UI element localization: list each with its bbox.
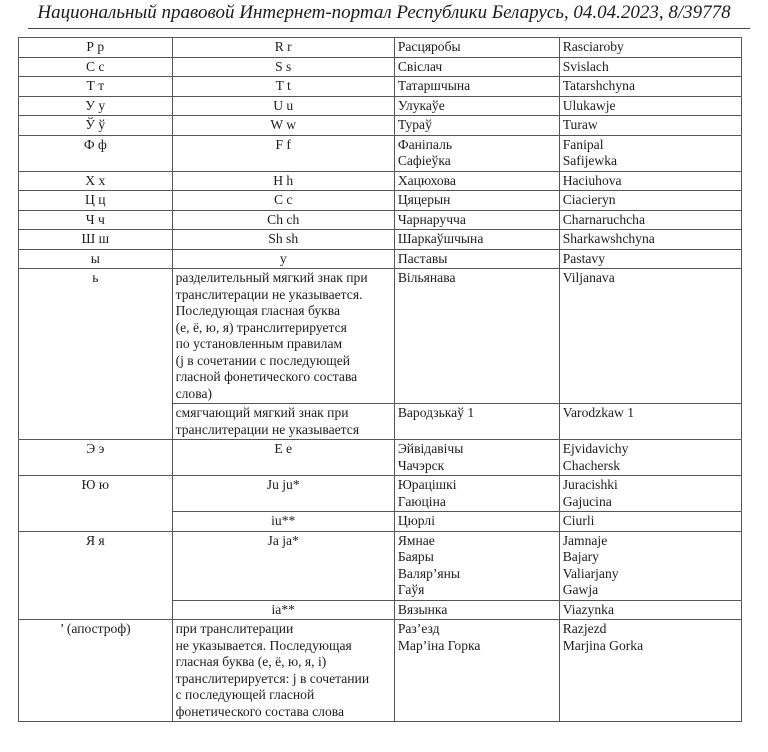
latin-example — [559, 57, 741, 77]
latin-example — [559, 404, 741, 440]
cell-line: с последующей гласной — [175, 687, 315, 702]
cell-line: Раз’езд — [397, 621, 440, 636]
belarusian-example — [394, 77, 559, 97]
cell-line: Sharkawshchyna — [562, 231, 655, 246]
cell-line: Ulukawje — [562, 97, 616, 113]
cell-line: Свіслач — [397, 58, 443, 74]
cell-line: Viljanava — [562, 270, 615, 285]
cell-line: Юрацішкі — [397, 477, 457, 492]
cyrillic-letter: Я я — [19, 531, 173, 620]
cell-line: Varodzkaw 1 — [562, 405, 635, 420]
latin-letter: F f — [172, 135, 394, 171]
latin-letter: H h — [172, 171, 394, 191]
cell-line: Svislach — [562, 58, 609, 74]
page-header: Национальный правовой Интернет-портал Республики Беларусь, 04.04.2023, 8/39778 — [37, 2, 731, 23]
latin-letter: ia** — [172, 600, 394, 620]
cell-line: (j в сочетании с последующей — [175, 352, 350, 368]
cell-line: Тураў — [397, 117, 432, 132]
cell-line: Цюрлі — [397, 513, 435, 528]
latin-letter: iu** — [172, 512, 394, 532]
cell-line: Bajary — [562, 549, 599, 564]
table-row — [19, 230, 742, 250]
belarusian-example — [394, 38, 559, 58]
cell-line: гласной фонетического состава — [175, 369, 358, 384]
cell-line: Gawja — [562, 582, 599, 597]
belarusian-example — [394, 600, 559, 620]
cell-line: Вільянава — [397, 270, 456, 285]
latin-letter: Sh sh — [172, 230, 394, 250]
cell-line: транслитерации не указывается. — [175, 286, 363, 302]
rule-text — [172, 404, 394, 440]
cell-line: не указывается. Последующая — [175, 637, 352, 653]
latin-example — [559, 512, 741, 532]
cell-line: Haciuhova — [562, 172, 622, 188]
table-row-yu — [19, 476, 742, 512]
table-row — [19, 249, 742, 269]
cell-line: Мар’іна Горка — [397, 637, 481, 653]
belarusian-example — [394, 440, 559, 476]
table-row — [19, 77, 742, 97]
latin-example — [559, 96, 741, 116]
cell-line: Pastavy — [562, 250, 605, 266]
cell-line: Гаюціна — [397, 493, 446, 509]
belarusian-example — [394, 96, 559, 116]
latin-example — [559, 171, 741, 191]
cell-line: Jamnaje — [562, 532, 608, 548]
table-row — [19, 57, 742, 77]
cell-line: Паставы — [397, 250, 448, 266]
latin-letter: y — [172, 249, 394, 269]
cell-line: (е, ё, ю, я) транслитерируется — [175, 319, 347, 335]
rule-text — [172, 269, 394, 404]
cyrillic-letter: Х х — [19, 171, 173, 191]
latin-example — [559, 440, 741, 476]
belarusian-example — [394, 57, 559, 77]
cell-line: Juracishki — [562, 477, 618, 492]
latin-example — [559, 531, 741, 600]
cell-line: Valiarjany — [562, 565, 619, 581]
latin-example — [559, 476, 741, 512]
cell-line: Ciurli — [562, 513, 595, 528]
cell-line: Чачэрск — [397, 457, 445, 473]
latin-letter: C c — [172, 191, 394, 211]
cell-line: Расцяробы — [397, 39, 461, 54]
table-row — [19, 191, 742, 211]
table-row-ya — [19, 531, 742, 600]
latin-example — [559, 191, 741, 211]
cell-line: Ямнае — [397, 532, 435, 548]
cell-line: Валяр’яны — [397, 565, 461, 581]
cell-line: Сафіеўка — [397, 153, 451, 168]
cell-line: Цяцерын — [397, 192, 451, 207]
belarusian-example — [394, 116, 559, 136]
cell-line: Tatarshchyna — [562, 78, 635, 93]
table-row — [19, 96, 742, 116]
cell-line: слова) — [175, 385, 213, 401]
cell-line: Ваpодзькаў 1 — [397, 405, 475, 420]
belarusian-example — [394, 135, 559, 171]
cell-line: Эйвідавічы — [397, 441, 464, 456]
rule-text — [172, 620, 394, 722]
belarusian-example — [394, 531, 559, 600]
table-row-soft-sign — [19, 269, 742, 404]
cell-line: Хацюхова — [397, 172, 456, 188]
cell-line: Ciacieryn — [562, 192, 616, 207]
cyrillic-letter: Р р — [19, 38, 173, 58]
cell-line: Ejvidavichy — [562, 441, 629, 456]
cell-line: Последующая гласная буква — [175, 303, 341, 318]
cell-line: Гаўя — [397, 582, 425, 597]
latin-letter: S s — [172, 57, 394, 77]
latin-example — [559, 135, 741, 171]
table-row — [19, 171, 742, 191]
latin-letter: W w — [172, 116, 394, 136]
cell-line: Улукаўе — [397, 97, 445, 113]
belarusian-example — [394, 230, 559, 250]
belarusian-example — [394, 512, 559, 532]
cell-line: Fanipal — [562, 136, 604, 152]
belarusian-example — [394, 404, 559, 440]
cell-line: Viazynka — [562, 601, 614, 617]
cell-line: Chachersk — [562, 457, 621, 473]
cyrillic-letter: ь — [19, 269, 173, 440]
cyrillic-letter: Ў ў — [19, 116, 173, 136]
cyrillic-letter: Э э — [19, 440, 173, 476]
cyrillic-letter: С с — [19, 57, 173, 77]
cell-line: Шаркаўшчына — [397, 231, 484, 246]
belarusian-example — [394, 269, 559, 404]
latin-letter: Ja ja* — [172, 531, 394, 600]
cyrillic-letter: Ч ч — [19, 210, 173, 230]
cell-line: Фаніпаль — [397, 136, 453, 152]
cell-line: смягчающий мягкий знак при — [175, 405, 349, 420]
latin-letter: Ch ch — [172, 210, 394, 230]
table-row — [19, 38, 742, 58]
table-row — [19, 440, 742, 476]
belarusian-example — [394, 476, 559, 512]
transliteration-table — [18, 37, 742, 722]
cyrillic-letter: Ш ш — [19, 230, 173, 250]
cyrillic-letter: Ю ю — [19, 476, 173, 532]
latin-letter: T t — [172, 77, 394, 97]
table-row — [19, 135, 742, 171]
cell-line: Charnaruchcha — [562, 211, 645, 227]
cell-line: Чарнаручча — [397, 211, 466, 227]
latin-example — [559, 249, 741, 269]
cyrillic-letter: У у — [19, 96, 173, 116]
latin-letter: U u — [172, 96, 394, 116]
header-rule — [28, 28, 750, 29]
table-row — [19, 210, 742, 230]
cyrillic-letter: ’ (апостроф) — [19, 620, 173, 722]
cyrillic-letter: Т т — [19, 77, 173, 97]
table-row — [19, 116, 742, 136]
cell-line: Turaw — [562, 117, 598, 132]
cell-line: Razjezd — [562, 621, 607, 636]
cell-line: разделительный мягкий знак при — [175, 270, 368, 285]
belarusian-example — [394, 210, 559, 230]
latin-example — [559, 230, 741, 250]
latin-example — [559, 620, 741, 722]
cell-line: Вязынка — [397, 601, 448, 617]
cyrillic-letter: ы — [19, 249, 173, 269]
latin-letter: E e — [172, 440, 394, 476]
latin-example — [559, 210, 741, 230]
latin-example — [559, 116, 741, 136]
cell-line: Баяры — [397, 549, 434, 564]
latin-example — [559, 269, 741, 404]
table-row-apostrophe — [19, 620, 742, 722]
cell-line: транслитерируется: j в сочетании — [175, 670, 370, 686]
cell-line: по установленным правилам — [175, 336, 343, 351]
cell-line: Rasciaroby — [562, 39, 624, 54]
cell-line: при транслитерации — [175, 621, 294, 636]
cell-line: Gajucina — [562, 493, 612, 509]
table-body — [19, 38, 742, 722]
latin-example — [559, 77, 741, 97]
cell-line: Marjina Gorka — [562, 637, 644, 653]
belarusian-example — [394, 191, 559, 211]
belarusian-example — [394, 620, 559, 722]
belarusian-example — [394, 171, 559, 191]
cyrillic-letter: Ц ц — [19, 191, 173, 211]
cyrillic-letter: Ф ф — [19, 135, 173, 171]
latin-letter: R r — [172, 38, 394, 58]
cell-line: фонетического состава слова — [175, 703, 345, 719]
cell-line: Татаршчына — [397, 78, 471, 93]
latin-example — [559, 600, 741, 620]
latin-example — [559, 38, 741, 58]
latin-letter: Ju ju* — [172, 476, 394, 512]
cell-line: Safijewka — [562, 153, 618, 168]
belarusian-example — [394, 249, 559, 269]
cell-line: гласная буква (е, ё, ю, я, і) — [175, 654, 327, 669]
cell-line: транслитерации не указывается — [175, 421, 360, 437]
